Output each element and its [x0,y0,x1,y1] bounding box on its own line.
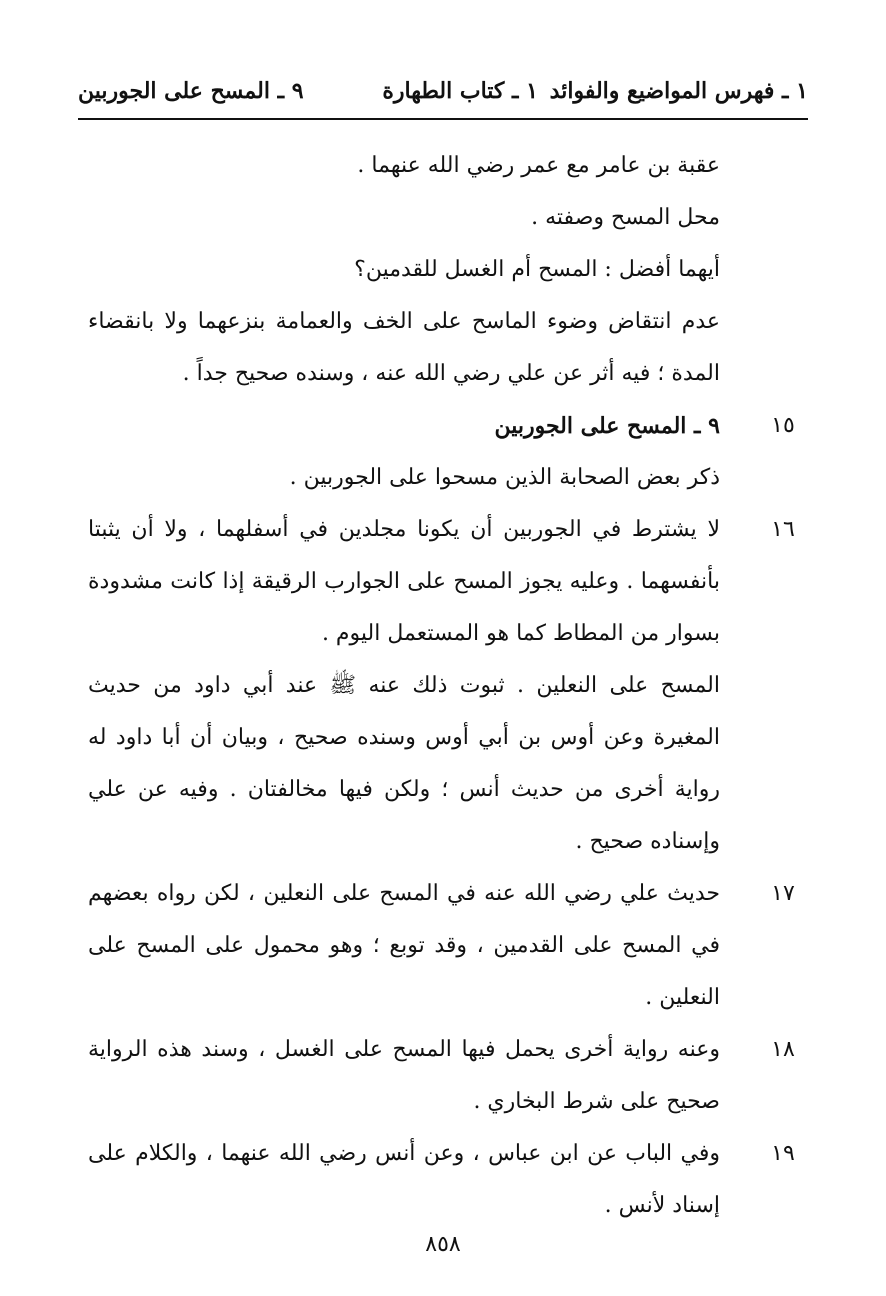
entry-page-number: ١٥ [771,413,795,438]
header-book-title: ١ ـ كتاب الطهارة [382,78,538,104]
entry-text: المسح على النعلين . ثبوت ذلك عنه ﷺ عند أبي داود من حديث المغيرة وعن أوس بن أبي أوس وسنده صحيح ، وبيان أن أبا داود له رواية أخرى من حديث أنس ؛ ولكن فيها مخالفتان . وفيه عن علي وإسناده صحيح . [88,673,721,854]
page-number: ٨٥٨ [425,1232,461,1257]
entry-text: محل المسح وصفته . [531,205,720,230]
index-entry [88,1128,808,1232]
entry-text: حديث علي رضي الله عنه في المسح على النعلين ، لكن رواه بعضهم في المسح على القدمين ، وقد توبع ؛ وهو محمول على المسح على النعلين . [88,881,720,1010]
index-section-heading [88,400,808,452]
entry-text: عقبة بن عامر مع عمر رضي الله عنهما . [357,153,720,178]
entry-text: وعنه رواية أخرى يحمل فيها المسح على الغسل ، وسند هذه الرواية صحيح على شرط البخاري . [88,1037,720,1114]
entry-text: عدم انتقاض وضوء الماسح على الخف والعمامة بنزعهما ولا بانقضاء المدة ؛ فيه أثر عن علي رضي الله عنه ، وسنده صحيح جداً . [88,309,720,386]
entry-text: ذكر بعض الصحابة الذين مسحوا على الجوربين . [289,465,720,490]
entry-page-number: ١٨ [771,1037,795,1062]
index-entry [88,504,808,660]
index-entry [88,192,808,244]
index-entry [88,296,808,400]
header-index-title: ١ ـ فهرس المواضيع والفوائد [549,78,808,104]
running-header [78,78,808,118]
entry-text: وفي الباب عن ابن عباس ، وعن أنس رضي الله عنهما ، والكلام على إسناد لأنس . [88,1141,720,1218]
index-entry [88,868,808,1024]
entry-page-number: ١٧ [771,881,795,906]
section-heading-text: ٩ ـ المسح على الجوربين [494,413,720,439]
entry-page-number: ١٩ [771,1141,795,1166]
index-entry [88,660,808,868]
header-chapter-title: ٩ ـ المسح على الجوربين [78,78,304,104]
index-body [88,140,808,1232]
entry-page-number: ١٦ [771,517,795,542]
header-divider [78,118,808,120]
index-entry [88,1024,808,1128]
index-entry [88,244,808,296]
entry-text: لا يشترط في الجوربين أن يكونا مجلدين في أسفلهما ، ولا أن يثبتا بأنفسهما . وعليه يجوز المسح على الجوارب الرقيقة إذا كانت مشدودة بسوار من المطاط كما هو المستعمل اليوم . [88,517,720,646]
entry-text: أيهما أفضل : المسح أم الغسل للقدمين؟ [354,257,720,282]
index-entry [88,140,808,192]
index-entry [88,452,808,504]
